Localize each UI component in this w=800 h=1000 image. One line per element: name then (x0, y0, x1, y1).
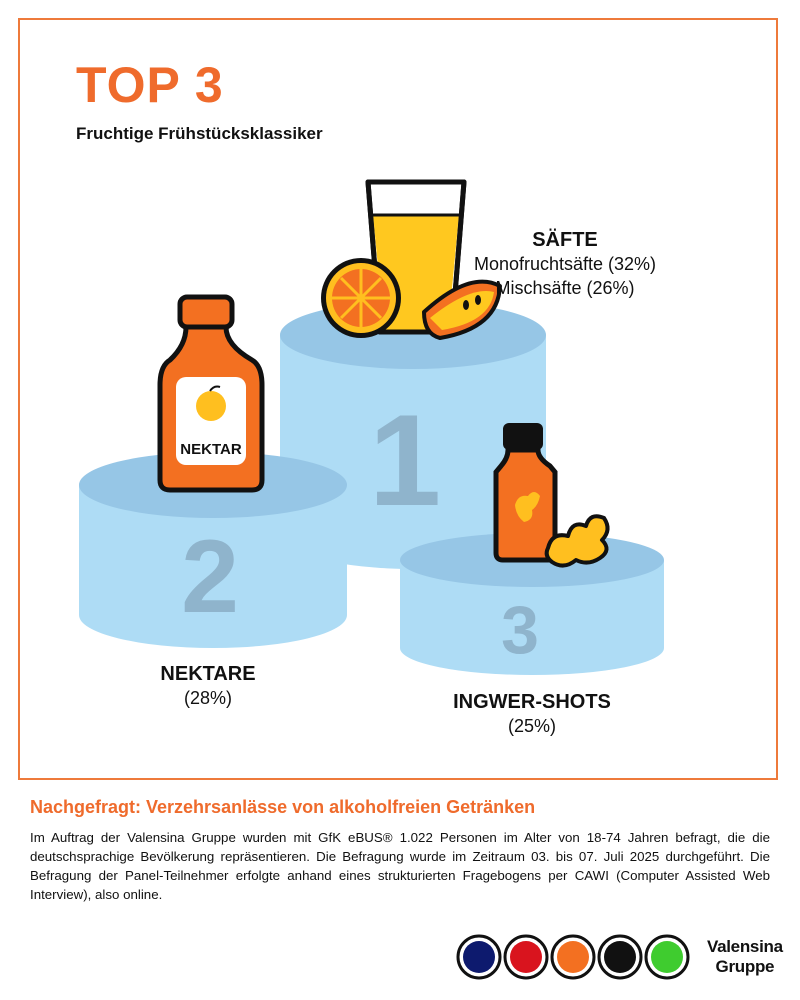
nektar-bottle-label: NEKTAR (180, 441, 242, 458)
category-nektare (108, 662, 308, 710)
category-ingwer-shots-name: INGWER-SHOTS (453, 691, 611, 713)
brand-logo (707, 937, 783, 977)
podium-second-numeral: 2 (181, 519, 239, 635)
orange-half-icon (321, 258, 401, 338)
brand-dot-black (604, 941, 636, 973)
footer-text: Im Auftrag der Valensina Gruppe wurden mit GfK eBUS® 1.022 Personen im Alter von 18-74 Jahren befragt, die die deutschsprachige Bevölkerung repräsentieren. Die Befragung wurde im Zeitraum 03. bis 07. Juli 2025 durchgeführt. Die Befragung der Panel-Teilnehmer erfolgte anhand eines strukturierten Fragebogens per CAWI (Computer Assisted Web Interview), also online. (30, 830, 770, 902)
brand-dot-orange (557, 941, 589, 973)
footer-title: Nachgefragt: Verzehrsanlässe von alkoholfreien Getränken (30, 797, 536, 817)
brand-color-dots (455, 932, 695, 982)
category-saefte-line-2: Mischsäfte (26%) (495, 278, 635, 298)
category-nektare-name: NEKTARE (160, 663, 256, 685)
brand-logo-line-2: Gruppe (715, 957, 775, 976)
brand-dot-dark-blue (463, 941, 495, 973)
brand-dot-green (651, 941, 683, 973)
category-ingwer-shots-pct: (25%) (507, 716, 556, 736)
nektar-bottle-icon (160, 297, 262, 490)
ginger-shot-bottle-icon (496, 423, 555, 560)
brand-logo-line-1: Valensina (707, 937, 783, 956)
category-ingwer-shots (412, 690, 652, 738)
podium-third-numeral: 3 (501, 592, 539, 668)
page-title: TOP 3 (76, 57, 224, 113)
page-subtitle: Fruchtige Frühstücksklassiker (76, 124, 323, 143)
category-saefte-line-1: Monofruchtsäfte (32%) (473, 254, 657, 274)
podium-first-numeral: 1 (368, 387, 442, 533)
category-saefte-name: SÄFTE (532, 229, 598, 251)
category-saefte (400, 228, 730, 300)
brand-dot-red (510, 941, 542, 973)
category-nektare-pct: (28%) (183, 688, 232, 708)
